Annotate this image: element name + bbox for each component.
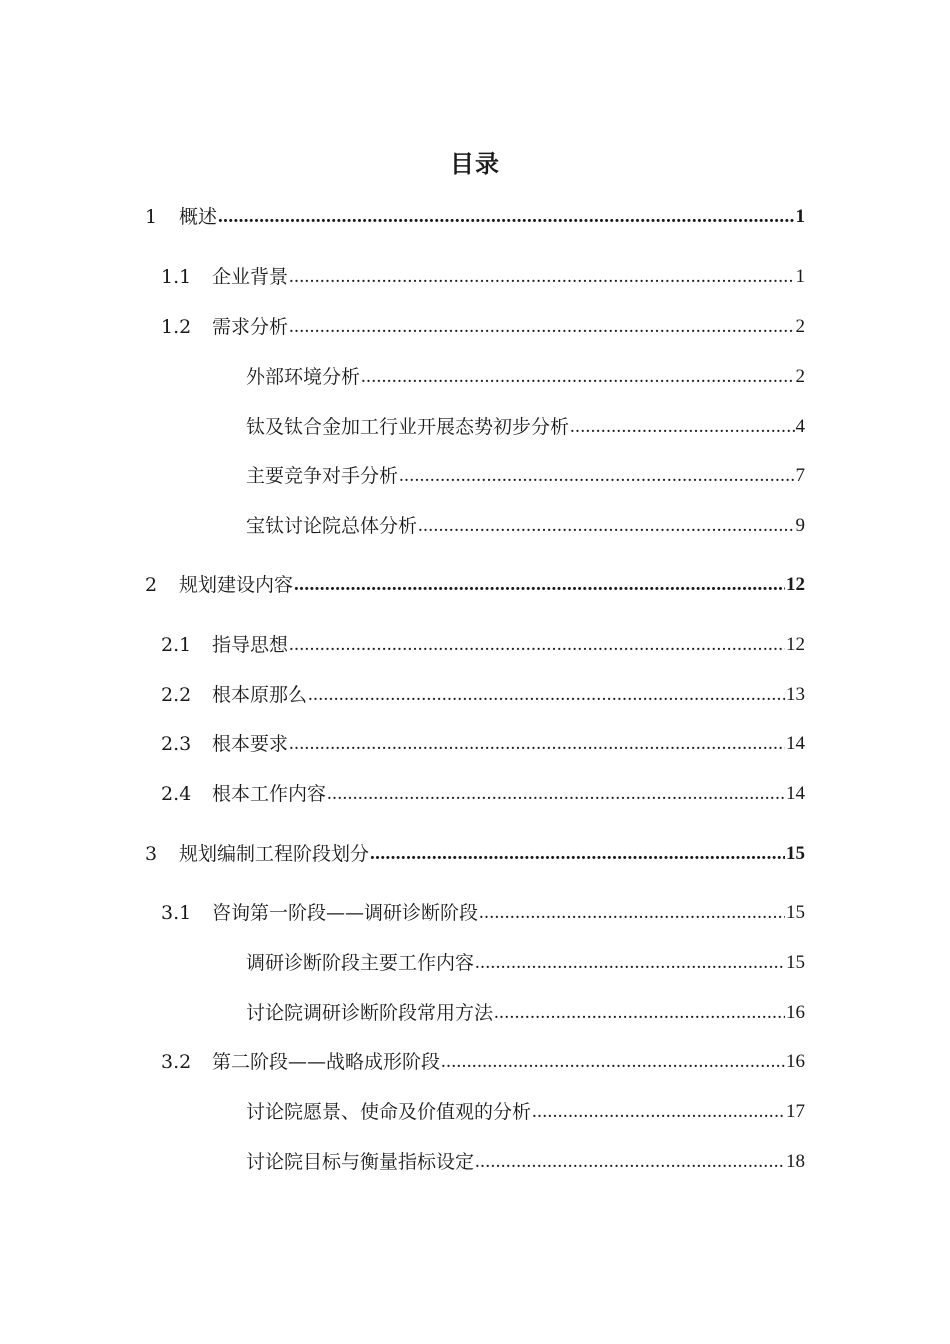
toc-leader-dots — [475, 1147, 785, 1177]
toc-entry-page: 1 — [795, 266, 805, 287]
toc-entry-page: 12 — [786, 634, 805, 655]
toc-entry-page: 17 — [786, 1101, 805, 1122]
toc-entry-page: 13 — [786, 684, 805, 705]
toc-entry-page: 15 — [786, 902, 805, 923]
toc-entry-page: 9 — [795, 515, 805, 536]
toc-entry-page: 15 — [786, 952, 805, 973]
toc-title: 目录 — [450, 149, 500, 178]
toc-entry-page: 16 — [786, 1002, 805, 1023]
toc-leader-dots — [289, 312, 794, 342]
toc-entry-number: 2.3 — [161, 733, 192, 755]
toc-entry-page: 14 — [786, 733, 805, 754]
toc-entry-2-3[interactable] — [161, 729, 805, 759]
toc-leader-dots — [479, 898, 785, 928]
toc-entry-1[interactable] — [145, 202, 805, 232]
toc-entry-3-1[interactable] — [161, 898, 805, 928]
toc-leader-dots — [294, 570, 785, 600]
toc-leader-dots — [494, 998, 785, 1028]
toc-entry-text: 根本要求 — [212, 733, 289, 755]
toc-leader-dots — [327, 779, 785, 809]
toc-entry-vision-mission[interactable] — [246, 1097, 805, 1127]
toc-entry-2-2[interactable] — [161, 680, 805, 710]
toc-entry-page: 2 — [795, 316, 805, 337]
toc-entry-number: 2.4 — [161, 783, 192, 805]
toc-entry-number: 3 — [145, 843, 158, 865]
toc-entry-text: 讨论院目标与衡量指标设定 — [246, 1151, 475, 1173]
toc-entry-text: 外部环境分析 — [246, 366, 361, 388]
toc-entry-3[interactable] — [145, 839, 805, 869]
toc-leader-dots — [441, 1047, 785, 1077]
toc-leader-dots — [418, 511, 794, 541]
toc-entry-3-2[interactable] — [161, 1047, 805, 1077]
toc-entry-text: 需求分析 — [212, 316, 289, 338]
toc-entry-1-2[interactable] — [161, 312, 805, 342]
toc-entry-page: 15 — [786, 843, 805, 864]
toc-entry-number: 1 — [145, 206, 158, 228]
toc-entry-text: 钛及钛合金加工行业开展态势初步分析 — [246, 416, 570, 438]
toc-entry-text: 根本工作内容 — [212, 783, 327, 805]
toc-entry-page: 18 — [786, 1151, 805, 1172]
toc-entry-goals-metrics[interactable] — [246, 1147, 805, 1177]
toc-entry-text: 讨论院愿景、使命及价值观的分析 — [246, 1101, 532, 1123]
toc-entry-overall-analysis[interactable] — [246, 511, 805, 541]
toc-entry-research-content[interactable] — [246, 948, 805, 978]
toc-leader-dots — [289, 262, 794, 292]
toc-entry-text: 根本原那么 — [212, 684, 308, 706]
toc-leader-dots — [289, 729, 785, 759]
toc-entry-page: 4 — [795, 416, 805, 437]
toc-leader-dots — [399, 461, 794, 491]
toc-entry-text: 讨论院调研诊断阶段常用方法 — [246, 1002, 494, 1024]
toc-entry-text: 宝钛讨论院总体分析 — [246, 515, 418, 537]
toc-entry-competitors[interactable] — [246, 461, 805, 491]
toc-entry-text: 主要竞争对手分析 — [246, 465, 399, 487]
toc-entry-number: 2 — [145, 574, 158, 596]
toc-entry-text: 第二阶段——战略成形阶段 — [212, 1051, 441, 1073]
toc-entry-text: 指导思想 — [212, 634, 289, 656]
toc-entry-number: 1.2 — [161, 316, 192, 338]
toc-entry-text: 规划建设内容 — [179, 574, 294, 596]
toc-entry-text: 企业背景 — [212, 266, 289, 288]
toc-entry-page: 7 — [795, 465, 805, 486]
toc-entry-number: 1.1 — [161, 266, 192, 288]
toc-entry-1-1[interactable] — [161, 262, 805, 292]
toc-entry-industry-trend[interactable] — [246, 412, 805, 442]
toc-entry-text: 咨询第一阶段——调研诊断阶段 — [212, 902, 479, 924]
toc-leader-dots — [475, 948, 785, 978]
toc-leader-dots — [570, 412, 794, 442]
toc-leader-dots — [361, 362, 794, 392]
toc-entry-external-environment[interactable] — [246, 362, 805, 392]
toc-entry-number: 3.2 — [161, 1051, 192, 1073]
toc-entry-text: 概述 — [179, 206, 218, 228]
toc-leader-dots — [308, 680, 785, 710]
toc-entry-page: 1 — [795, 206, 805, 227]
toc-entry-page: 16 — [786, 1051, 805, 1072]
toc-entry-2-4[interactable] — [161, 779, 805, 809]
toc-entry-2[interactable] — [145, 570, 805, 600]
toc-entry-2-1[interactable] — [161, 630, 805, 660]
toc-entry-page: 2 — [795, 366, 805, 387]
toc-leader-dots — [289, 630, 785, 660]
toc-entry-research-methods[interactable] — [246, 998, 805, 1028]
toc-entry-page: 14 — [786, 783, 805, 804]
toc-entry-page: 12 — [786, 574, 805, 595]
toc-entry-text: 规划编制工程阶段划分 — [179, 843, 370, 865]
toc-leader-dots — [532, 1097, 785, 1127]
toc-entry-text: 调研诊断阶段主要工作内容 — [246, 952, 475, 974]
toc-entry-number: 3.1 — [161, 902, 192, 924]
toc-leader-dots — [218, 202, 794, 232]
toc-leader-dots — [370, 839, 785, 869]
toc-entry-number: 2.1 — [161, 634, 192, 656]
toc-entry-number: 2.2 — [161, 684, 192, 706]
